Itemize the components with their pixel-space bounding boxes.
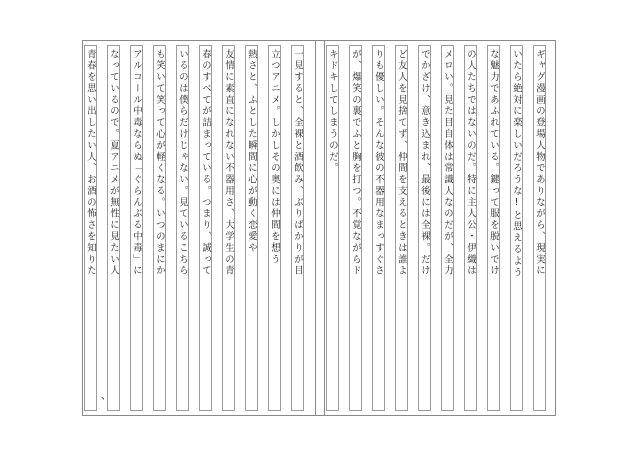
manuscript-column bbox=[487, 45, 500, 411]
manuscript-column bbox=[268, 45, 281, 411]
manuscript-column bbox=[84, 45, 97, 411]
column-text: の人たちではないのだ。特に主人公・伊織は bbox=[465, 49, 476, 277]
column-text: 一見すると、全裸と酒飲み、ぶりばかりが目 bbox=[292, 49, 303, 277]
column-text: アルコール中毒ならぬ「ぐらんぶる中毒」に bbox=[131, 49, 142, 277]
column-text: な魅力であふれている。鍵って服を脱いでけ bbox=[488, 49, 499, 277]
manuscript-column bbox=[107, 45, 120, 411]
column-text: キドキしてしまうのだ。 bbox=[327, 49, 338, 175]
column-text: が、爆笑の裏でふと胸を打つ。不覚ながらド bbox=[350, 49, 361, 277]
manuscript-column bbox=[245, 45, 258, 411]
column-text: でかざけ、意き込まれ、最後には全裸。だけ bbox=[419, 49, 430, 277]
column-text: 青春を思い出したい人、お酒の怖さを知りた bbox=[85, 49, 96, 277]
manuscript-column bbox=[130, 45, 143, 411]
column-text: 友情に素直になれない不器用さ、大学生の青 bbox=[223, 49, 234, 277]
column-text: 春のすべてが詰まっている。つまり、誠って bbox=[200, 49, 211, 277]
column-text: なっているので。夏アニメが無性に見たい人 bbox=[108, 49, 119, 277]
manuscript-column bbox=[395, 45, 408, 411]
manuscript-column bbox=[441, 45, 454, 411]
column-text: 熱さと、ふとした瞬間に心が動く恋愛や bbox=[246, 49, 257, 255]
left-page bbox=[83, 41, 315, 415]
manuscript-column bbox=[176, 45, 189, 411]
right-page bbox=[325, 41, 555, 415]
margin-punctuation-mark: 、 bbox=[101, 391, 111, 402]
column-text: いたら絶対に楽しいだろうな!と思えるよう bbox=[511, 49, 522, 279]
manuscript-column bbox=[372, 45, 385, 411]
manuscript-column bbox=[418, 45, 431, 411]
manuscript-column bbox=[510, 45, 523, 411]
genkou-paper-sheet bbox=[82, 40, 556, 416]
manuscript-column bbox=[533, 45, 546, 411]
manuscript-column bbox=[222, 45, 235, 411]
column-text: いるのは僕らだけじゃない。見ているこちら bbox=[177, 49, 188, 277]
manuscript-column bbox=[153, 45, 166, 411]
manuscript-column bbox=[349, 45, 362, 411]
manuscript-column bbox=[464, 45, 477, 411]
manuscript-column bbox=[291, 45, 304, 411]
manuscript-column bbox=[199, 45, 212, 411]
column-text: メロい。見た目自体は常識人なのだが、全力 bbox=[442, 49, 453, 277]
column-text: 立つアニメ。しかしその奥には仲間を想う bbox=[269, 49, 280, 266]
manuscript-column bbox=[326, 45, 339, 411]
column-text: ど友人を見捨てず、仲間を支えるときは誰よ bbox=[396, 49, 407, 277]
center-fold-gutter bbox=[315, 41, 325, 415]
column-text: も笑いて笑って心が軽くなる。いつのまにか bbox=[154, 49, 165, 277]
column-text: りも優しい。そんな彼の不器用なまっすぐさ bbox=[373, 49, 384, 277]
column-text: ギャグ漫画の登場人物でありながら、現実に bbox=[534, 49, 545, 277]
